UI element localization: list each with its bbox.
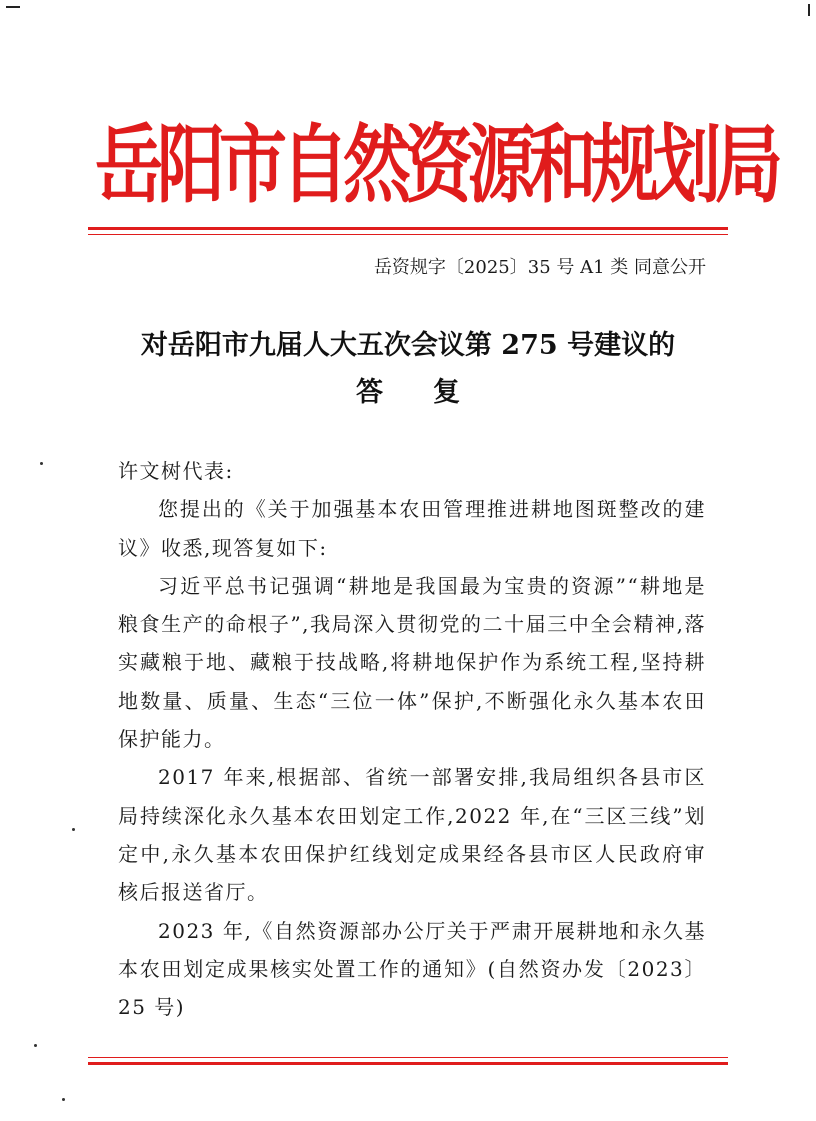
body-paragraph: 习近平总书记强调“耕地是我国最为宝贵的资源”“耕地是粮食生产的命根子”,我局深入贯彻党的二十届三中全会精神,落实藏粮于地、藏粮于技战略,将耕地保护作为系统工程,坚持耕地数量、质量、生态“三位一体”保护,不断强化永久基本农田保护能力。 xyxy=(118,573,706,752)
document-number: 岳资规字〔2025〕35 号 A1 类 同意公开 xyxy=(373,257,706,278)
footer-red-rule xyxy=(88,1062,728,1065)
body-paragraph: 您提出的《关于加强基本农田管理推进耕地图斑整改的建议》收悉,现答复如下: xyxy=(118,497,706,560)
body-paragraph: 2017 年来,根据部、省统一部署安排,我局组织各县市区局持续深化永久基本农田划定工作,2022 年,在“三区三线”划定中,永久基本农田保护红线划定成果经各县市区人民政府审核后报送省厅。 xyxy=(118,765,706,905)
document-body xyxy=(118,452,706,1026)
footer-red-rule-thin xyxy=(88,1057,728,1058)
masthead-title: 岳阳市自然资源和规划局 xyxy=(95,117,778,216)
masthead-red-rule-thin xyxy=(88,234,728,235)
salutation: 许文树代表: xyxy=(118,459,234,483)
masthead-red-rule xyxy=(88,227,728,230)
scan-speck xyxy=(62,1098,65,1101)
scan-corner-mark xyxy=(808,4,810,16)
document-title-line-1: 对岳阳市九届人大五次会议第 275 号建议的 xyxy=(140,330,676,361)
scan-corner-mark xyxy=(6,6,20,8)
scan-speck xyxy=(72,828,75,831)
scan-speck xyxy=(34,1044,37,1047)
document-title-line-2: 答复 xyxy=(356,377,510,408)
scan-speck xyxy=(40,462,43,465)
body-paragraph: 2023 年,《自然资源部办公厅关于严肃开展耕地和永久基本农田划定成果核实处置工作的通知》(自然资办发〔2023〕25 号) xyxy=(118,918,706,1020)
